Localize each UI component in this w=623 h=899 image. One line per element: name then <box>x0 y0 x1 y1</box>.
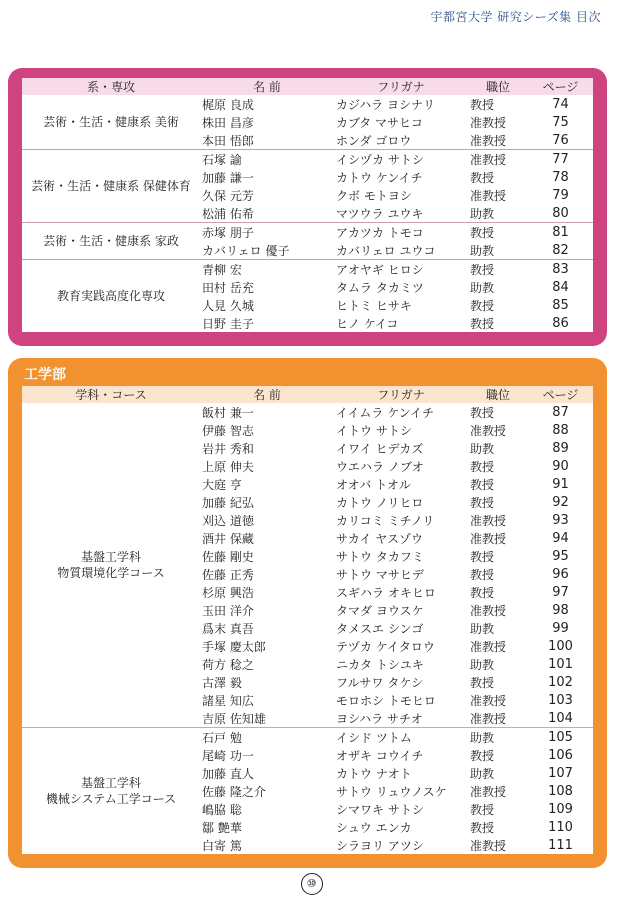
page-cell: 90 <box>552 458 569 474</box>
position-cell: 教授 <box>470 477 495 492</box>
page-cell: 81 <box>528 223 593 242</box>
page-cell: 82 <box>552 242 569 258</box>
position-cell: 准教授 <box>470 115 507 130</box>
position-cell: 准教授 <box>470 423 507 438</box>
name-cell: 赤塚 朋子 <box>200 223 334 242</box>
page-cell: 74 <box>552 96 569 112</box>
major-cell: 芸術・生活・健康系 美術 <box>43 115 179 129</box>
page-cell: 89 <box>552 440 569 456</box>
kana-cell: イシド ツトム <box>334 728 468 747</box>
name-cell: 人見 久城 <box>202 298 254 313</box>
name-cell: 松浦 佑希 <box>202 206 254 221</box>
page-cell: 84 <box>552 279 569 295</box>
name-cell: 古澤 毅 <box>202 675 242 690</box>
name-cell: 諸星 知広 <box>202 693 254 708</box>
kana-cell: モロホシ トモヒロ <box>336 693 436 708</box>
name-cell: カバリェロ 優子 <box>202 243 290 258</box>
kana-cell: ヨシハラ サチオ <box>336 711 423 726</box>
position-cell: 准教授 <box>470 784 507 799</box>
name-cell: 酒井 保藏 <box>202 531 254 546</box>
kana-cell: ウエハラ ノブオ <box>336 459 424 474</box>
kana-cell: オオバ トオル <box>336 477 411 492</box>
kana-cell: スギハラ オキヒロ <box>336 585 436 600</box>
kana-cell: サトウ リュウノスケ <box>336 784 447 799</box>
position-cell: 教授 <box>470 567 495 582</box>
table-header-row <box>22 386 593 403</box>
page-cell: 98 <box>552 602 569 618</box>
kana-cell: カトウ ケンイチ <box>336 170 423 185</box>
col-header-name: 名 前 <box>200 386 334 403</box>
page-cell: 92 <box>552 494 569 510</box>
position-cell: 助教 <box>470 621 495 636</box>
table-header-row <box>22 78 593 95</box>
kana-cell: ヒトミ ヒサキ <box>336 298 412 313</box>
name-cell: 飯村 兼一 <box>202 405 254 420</box>
kana-cell: カリコミ ミチノリ <box>336 513 435 528</box>
major-cell: 基盤工学科 物質環境化学コース <box>57 550 165 580</box>
position-cell: 助教 <box>470 280 495 295</box>
name-cell: 石塚 諭 <box>200 150 334 169</box>
name-cell: 佐藤 正秀 <box>202 567 254 582</box>
kana-cell: ヒノ ケイコ <box>336 316 399 331</box>
position-cell: 教授 <box>470 298 495 313</box>
major-cell: 芸術・生活・健康系 家政 <box>22 223 200 260</box>
name-cell: 佐藤 隆之介 <box>202 784 266 799</box>
page-cell: 110 <box>548 819 573 835</box>
page-cell: 88 <box>552 422 569 438</box>
position-cell: 教授 <box>470 748 495 763</box>
position-cell: 助教 <box>470 441 495 456</box>
kana-cell: ホンダ ゴロウ <box>336 133 412 148</box>
name-cell: 玉田 洋介 <box>202 603 254 618</box>
name-cell: 上原 伸夫 <box>202 459 254 474</box>
major-cell: 教育実践高度化専攻 <box>22 260 200 333</box>
page-cell: 86 <box>552 315 569 331</box>
page-cell: 99 <box>552 620 569 636</box>
page-cell: 77 <box>528 150 593 169</box>
kana-cell: カブタ マサヒコ <box>336 115 423 130</box>
major-cell: 芸術・生活・健康系 保健体育 <box>22 150 200 223</box>
kana-cell: カバリェロ ユウコ <box>336 243 436 258</box>
kana-cell: サカイ ヤスゾウ <box>336 531 423 546</box>
engineering-table <box>22 386 593 854</box>
position-cell: 教授 <box>470 585 495 600</box>
education-table <box>22 78 593 332</box>
position-cell: 准教授 <box>468 150 528 169</box>
position-cell: 教授 <box>468 260 528 279</box>
position-cell: 准教授 <box>470 693 507 708</box>
name-cell: 日野 圭子 <box>202 316 254 331</box>
position-cell: 教授 <box>470 802 495 817</box>
name-cell: 久保 元芳 <box>202 188 254 203</box>
name-cell: 本田 悟郎 <box>202 133 254 148</box>
position-cell: 准教授 <box>470 603 507 618</box>
page-cell: 96 <box>552 566 569 582</box>
name-cell: 尾崎 功一 <box>202 748 254 763</box>
kana-cell: オザキ コウイチ <box>336 748 424 763</box>
position-cell: 准教授 <box>470 711 507 726</box>
kana-cell: カトウ ノリヒロ <box>336 495 424 510</box>
page-cell: 80 <box>552 205 569 221</box>
page-cell: 101 <box>548 656 573 672</box>
education-section-panel <box>8 68 607 346</box>
position-cell: 教授 <box>468 223 528 242</box>
position-cell: 教授 <box>470 316 495 331</box>
kana-cell: タマダ ヨウスケ <box>336 603 424 618</box>
position-cell: 准教授 <box>470 639 507 654</box>
table-row <box>22 403 593 421</box>
position-cell: 助教 <box>468 728 528 747</box>
page-cell: 78 <box>552 169 569 185</box>
table-row <box>22 260 593 279</box>
table-row <box>22 150 593 169</box>
page-cell: 97 <box>552 584 569 600</box>
page-cell: 91 <box>552 476 569 492</box>
kana-cell: テヅカ ケイタロウ <box>336 639 435 654</box>
page-cell: 105 <box>528 728 593 747</box>
kana-cell: タメスエ シンゴ <box>336 621 424 636</box>
kana-cell: マツウラ ユウキ <box>336 206 424 221</box>
page-cell: 94 <box>552 530 569 546</box>
position-cell: 教授 <box>470 97 495 112</box>
position-cell: 教授 <box>470 459 495 474</box>
position-cell: 助教 <box>470 206 495 221</box>
page-cell: 103 <box>548 692 573 708</box>
name-cell: 手塚 慶太郎 <box>202 639 266 654</box>
kana-cell: アオヤギ ヒロシ <box>334 260 468 279</box>
position-cell: 教授 <box>470 675 495 690</box>
kana-cell: イイムラ ケンイチ <box>336 405 435 420</box>
page-cell: 85 <box>552 297 569 313</box>
page-cell: 104 <box>548 710 573 726</box>
name-cell: 加藤 直人 <box>202 766 254 781</box>
name-cell: 爲末 真吾 <box>202 621 254 636</box>
page-cell: 75 <box>552 114 569 130</box>
page-cell: 79 <box>552 187 569 203</box>
kana-cell: イシヅカ サトシ <box>334 150 468 169</box>
col-header-major: 系・専攻 <box>22 78 200 95</box>
position-cell: 准教授 <box>470 133 507 148</box>
table-row <box>22 728 593 747</box>
name-cell: 加藤 謙一 <box>202 170 254 185</box>
name-cell: 嶋脇 聡 <box>202 802 242 817</box>
page-number-circle: ⑩ <box>301 873 323 895</box>
page-cell: 95 <box>552 548 569 564</box>
name-cell: 青柳 宏 <box>200 260 334 279</box>
name-cell: 鄒 艶華 <box>202 820 242 835</box>
position-cell: 准教授 <box>470 513 507 528</box>
name-cell: 刈込 道徳 <box>202 513 254 528</box>
col-header-name: 名 前 <box>200 78 334 95</box>
position-cell: 教授 <box>470 405 495 420</box>
kana-cell: ニカタ トシユキ <box>336 657 424 672</box>
name-cell: 梶原 良成 <box>202 97 254 112</box>
kana-cell: カジハラ ヨシナリ <box>336 97 435 112</box>
kana-cell: タムラ タカミツ <box>336 280 424 295</box>
page-cell: 102 <box>548 674 573 690</box>
major-cell: 基盤工学科 機械システム工学コース <box>22 728 200 855</box>
position-cell: 教授 <box>470 820 495 835</box>
name-cell: 佐藤 剛史 <box>202 549 254 564</box>
position-cell: 准教授 <box>470 188 507 203</box>
name-cell: 荷方 稔之 <box>202 657 254 672</box>
position-cell: 助教 <box>470 243 495 258</box>
page-cell: 109 <box>548 801 573 817</box>
page-cell: 106 <box>548 747 573 763</box>
page-cell: 93 <box>552 512 569 528</box>
col-header-kana: フリガナ <box>334 78 468 95</box>
col-header-page: ページ <box>528 386 593 403</box>
position-cell: 准教授 <box>470 838 507 853</box>
kana-cell: イワイ ヒデカズ <box>336 441 424 456</box>
name-cell: 株田 昌彦 <box>202 115 254 130</box>
name-cell: 岩井 秀和 <box>202 441 254 456</box>
page-cell: 76 <box>552 132 569 148</box>
engineering-section-panel <box>8 358 607 868</box>
position-cell: 教授 <box>470 549 495 564</box>
page-cell: 87 <box>552 404 569 420</box>
col-header-kana: フリガナ <box>334 386 468 403</box>
kana-cell: シラヨリ アツシ <box>336 838 424 853</box>
name-cell: 吉原 佐知雄 <box>202 711 266 726</box>
col-header-page: ページ <box>528 78 593 95</box>
kana-cell: サトウ タカフミ <box>336 549 424 564</box>
document-header-title: 宇都宮大学 研究シーズ集 目次 <box>430 10 601 24</box>
name-cell: 加藤 紀弘 <box>202 495 254 510</box>
col-header-position: 職位 <box>468 78 528 95</box>
page-cell: 108 <box>548 783 573 799</box>
kana-cell: シュウ エンカ <box>336 820 412 835</box>
page-cell: 107 <box>548 765 573 781</box>
kana-cell: クボ モトヨシ <box>336 188 412 203</box>
name-cell: 白寄 篤 <box>202 838 242 853</box>
page-cell: 100 <box>548 638 573 654</box>
name-cell: 大庭 亨 <box>202 477 242 492</box>
kana-cell: アカツカ トモコ <box>334 223 468 242</box>
name-cell: 石戸 勉 <box>200 728 334 747</box>
page-number <box>0 872 623 895</box>
col-header-major: 学科・コース <box>22 386 200 403</box>
table-row <box>22 95 593 113</box>
position-cell: 助教 <box>470 657 495 672</box>
name-cell: 杉原 興浩 <box>202 585 254 600</box>
section-title: 工学部 <box>24 367 66 383</box>
name-cell: 伊藤 智志 <box>202 423 254 438</box>
kana-cell: シマワキ サトシ <box>336 802 424 817</box>
page-cell: 83 <box>528 260 593 279</box>
position-cell: 教授 <box>470 170 495 185</box>
table-row <box>22 223 593 242</box>
page-cell: 111 <box>548 837 573 853</box>
position-cell: 教授 <box>470 495 495 510</box>
position-cell: 准教授 <box>470 531 507 546</box>
kana-cell: サトウ マサヒデ <box>336 567 424 582</box>
position-cell: 助教 <box>470 766 495 781</box>
kana-cell: フルサワ タケシ <box>336 675 424 690</box>
kana-cell: カトウ ナオト <box>336 766 412 781</box>
kana-cell: イトウ サトシ <box>336 423 412 438</box>
col-header-position: 職位 <box>468 386 528 403</box>
name-cell: 田村 岳充 <box>202 280 254 295</box>
